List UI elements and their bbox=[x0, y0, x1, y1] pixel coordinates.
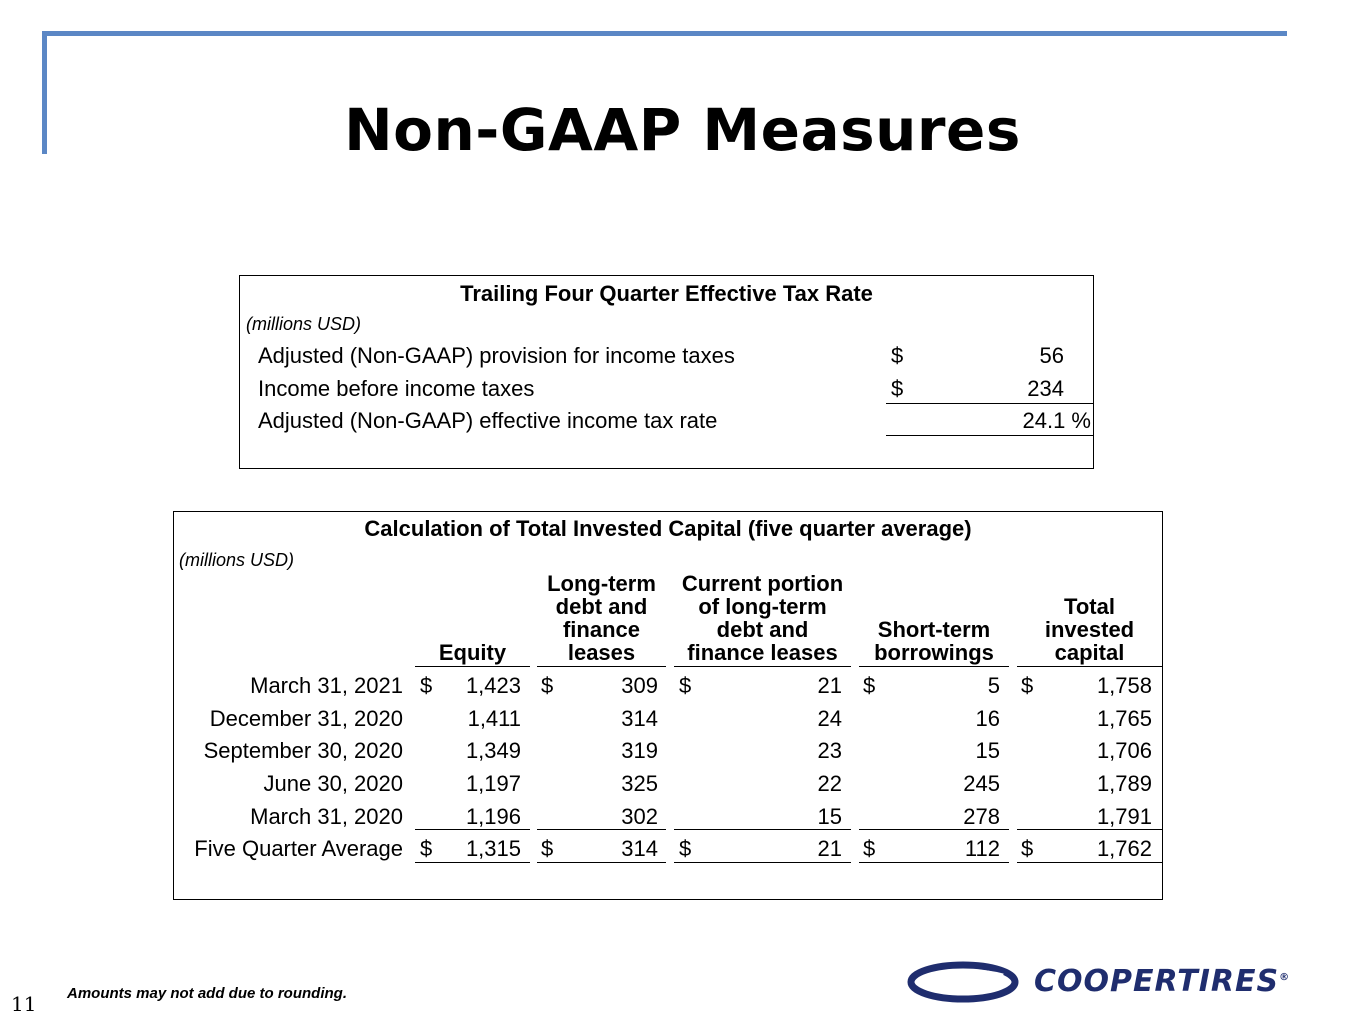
cell-value: 325 bbox=[621, 771, 658, 796]
column-rule bbox=[1017, 666, 1162, 667]
logo-text: COOPERTIRES bbox=[1034, 964, 1280, 999]
cell-value: 1,789 bbox=[1096, 771, 1152, 796]
currency-symbol: $ bbox=[420, 836, 433, 861]
row-date: June 30, 2020 bbox=[263, 771, 403, 796]
row-date: December 31, 2020 bbox=[209, 706, 403, 731]
row-date: March 31, 2021 bbox=[250, 673, 403, 698]
tax-rate-value: 24.1 % bbox=[1022, 408, 1091, 433]
cell-value: 245 bbox=[963, 771, 1000, 796]
col-header-total bbox=[1017, 572, 1162, 664]
currency-symbol: $ bbox=[679, 673, 692, 698]
cell-value: 15 bbox=[975, 738, 1000, 763]
col-header-short-term bbox=[859, 572, 1009, 664]
cell-value: 319 bbox=[621, 738, 658, 763]
cell-value: 5 bbox=[987, 673, 1000, 698]
page-title: Non-GAAP Measures bbox=[344, 96, 1021, 164]
cell-value: 1,423 bbox=[465, 673, 521, 698]
frame-top-border bbox=[42, 31, 1287, 36]
currency-symbol: $ bbox=[679, 836, 692, 861]
tax-row-label: Income before income taxes bbox=[258, 376, 535, 401]
column-rule bbox=[1017, 829, 1162, 830]
cooper-swoosh-icon bbox=[911, 965, 1015, 999]
col-header-equity bbox=[415, 572, 530, 664]
column-rule bbox=[859, 829, 1009, 830]
cell-value: 22 bbox=[817, 771, 842, 796]
cell-value: 1,706 bbox=[1096, 738, 1152, 763]
footnote: Amounts may not add due to rounding. bbox=[67, 985, 347, 1002]
tax-row-value: 234 bbox=[1027, 376, 1064, 401]
logo-wordmark bbox=[1034, 964, 1290, 999]
currency-symbol: $ bbox=[863, 673, 876, 698]
tax-row-value: 56 bbox=[1039, 343, 1064, 368]
cell-value: 314 bbox=[621, 706, 658, 731]
column-rule bbox=[537, 829, 666, 830]
cell-value: 16 bbox=[975, 706, 1000, 731]
cell-value: 23 bbox=[817, 738, 842, 763]
column-rule bbox=[859, 862, 1009, 863]
column-rule bbox=[537, 862, 666, 863]
cell-value: 302 bbox=[621, 804, 658, 829]
cell-value: 24 bbox=[817, 706, 842, 731]
tax-row-currency: $ bbox=[891, 376, 904, 401]
col-header-long-term-debt bbox=[537, 572, 666, 664]
column-rule bbox=[674, 862, 851, 863]
cell-value: 21 bbox=[817, 673, 842, 698]
currency-symbol: $ bbox=[1021, 673, 1034, 698]
cell-value: 1,196 bbox=[465, 804, 521, 829]
tax-row-label: Adjusted (Non-GAAP) provision for income taxes bbox=[258, 343, 735, 368]
invested-capital-title: Calculation of Total Invested Capital (five quarter average) bbox=[364, 516, 972, 541]
column-rule bbox=[415, 862, 530, 863]
col-header-label: Long-term debt and finance leases bbox=[547, 571, 656, 665]
tax-row-currency: $ bbox=[891, 343, 904, 368]
column-rule bbox=[674, 666, 851, 667]
tax-underline bbox=[886, 435, 1093, 436]
tax-row-label: Adjusted (Non-GAAP) effective income tax rate bbox=[258, 408, 718, 433]
currency-symbol: $ bbox=[1021, 836, 1034, 861]
row-date: September 30, 2020 bbox=[203, 738, 403, 763]
cell-value: 1,791 bbox=[1096, 804, 1152, 829]
currency-symbol: $ bbox=[420, 673, 433, 698]
col-header-label: Total invested capital bbox=[1044, 594, 1135, 665]
cell-value: 1,762 bbox=[1096, 836, 1152, 861]
column-rule bbox=[537, 666, 666, 667]
cell-value: 1,411 bbox=[467, 706, 521, 731]
cell-value: 1,765 bbox=[1096, 706, 1152, 731]
cell-value: 21 bbox=[817, 836, 842, 861]
col-header-label: Equity bbox=[438, 640, 507, 665]
invested-capital-units: (millions USD) bbox=[179, 550, 295, 570]
cell-value: 1,349 bbox=[465, 738, 521, 763]
cell-value: 309 bbox=[621, 673, 658, 698]
column-rule bbox=[674, 829, 851, 830]
currency-symbol: $ bbox=[863, 836, 876, 861]
tax-rate-units: (millions USD) bbox=[246, 314, 362, 334]
cell-value: 278 bbox=[963, 804, 1000, 829]
row-date: March 31, 2020 bbox=[250, 804, 403, 829]
column-rule bbox=[1017, 862, 1162, 863]
column-rule bbox=[415, 666, 530, 667]
tax-rate-title: Trailing Four Quarter Effective Tax Rate bbox=[460, 281, 873, 306]
col-header-label: Current portion of long-term debt and finance leases bbox=[681, 571, 844, 665]
currency-symbol: $ bbox=[541, 836, 554, 861]
registered-mark: ® bbox=[1279, 972, 1291, 983]
column-rule bbox=[415, 829, 530, 830]
cell-value: 112 bbox=[964, 836, 1000, 861]
currency-symbol: $ bbox=[541, 673, 554, 698]
cell-value: 314 bbox=[621, 836, 658, 861]
column-rule bbox=[859, 666, 1009, 667]
cell-value: 1,315 bbox=[465, 836, 521, 861]
col-header-current-portion bbox=[674, 572, 851, 664]
tax-underline bbox=[886, 403, 1093, 404]
cell-value: 1,758 bbox=[1096, 673, 1152, 698]
row-date: Five Quarter Average bbox=[194, 836, 403, 861]
col-header-label: Short-term borrowings bbox=[874, 617, 994, 665]
cell-value: 15 bbox=[817, 804, 842, 829]
page-number: 11 bbox=[11, 992, 37, 1016]
cell-value: 1,197 bbox=[465, 771, 521, 796]
